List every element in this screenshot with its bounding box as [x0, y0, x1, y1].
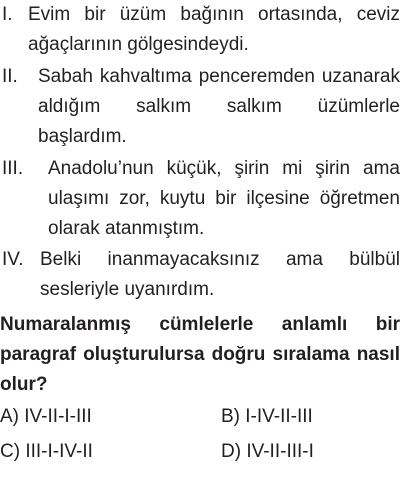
sentence-text: Sabah kahvaltıma penceremden uzanarak aldığım salkım salkım üzümlerle başlardım. — [38, 66, 400, 147]
sentence-text: Belki inanmayacaksınız ama bülbül sesleriyle uyanırdım. — [40, 249, 400, 300]
answer-option-b[interactable]: B) I-IV-II-III — [221, 406, 313, 427]
sentence-number: II. — [2, 66, 18, 87]
sentence-number: I. — [2, 4, 13, 25]
sentence-number: IV. — [2, 249, 24, 270]
sentence-number: III. — [2, 158, 24, 179]
question-stem: Numaralanmış cümlelerle anlamlı bir paragraf oluşturulursa doğru sıralama nasıl olur? — [0, 314, 400, 395]
answer-option-a[interactable]: A) IV-II-I-III — [0, 406, 92, 427]
answer-option-c[interactable]: C) III-I-IV-II — [0, 441, 93, 462]
sentence-text: Evim bir üzüm bağının ortasında, ceviz ağaçlarının gölgesindeydi. — [28, 4, 400, 55]
sentence-text: Anadolu’nun küçük, şirin mi şirin ama ulaşımı zor, kuytu bir ilçesine öğretmen olarak atanmıştım. — [48, 158, 400, 239]
answer-option-d[interactable]: D) IV-II-III-I — [221, 441, 314, 462]
